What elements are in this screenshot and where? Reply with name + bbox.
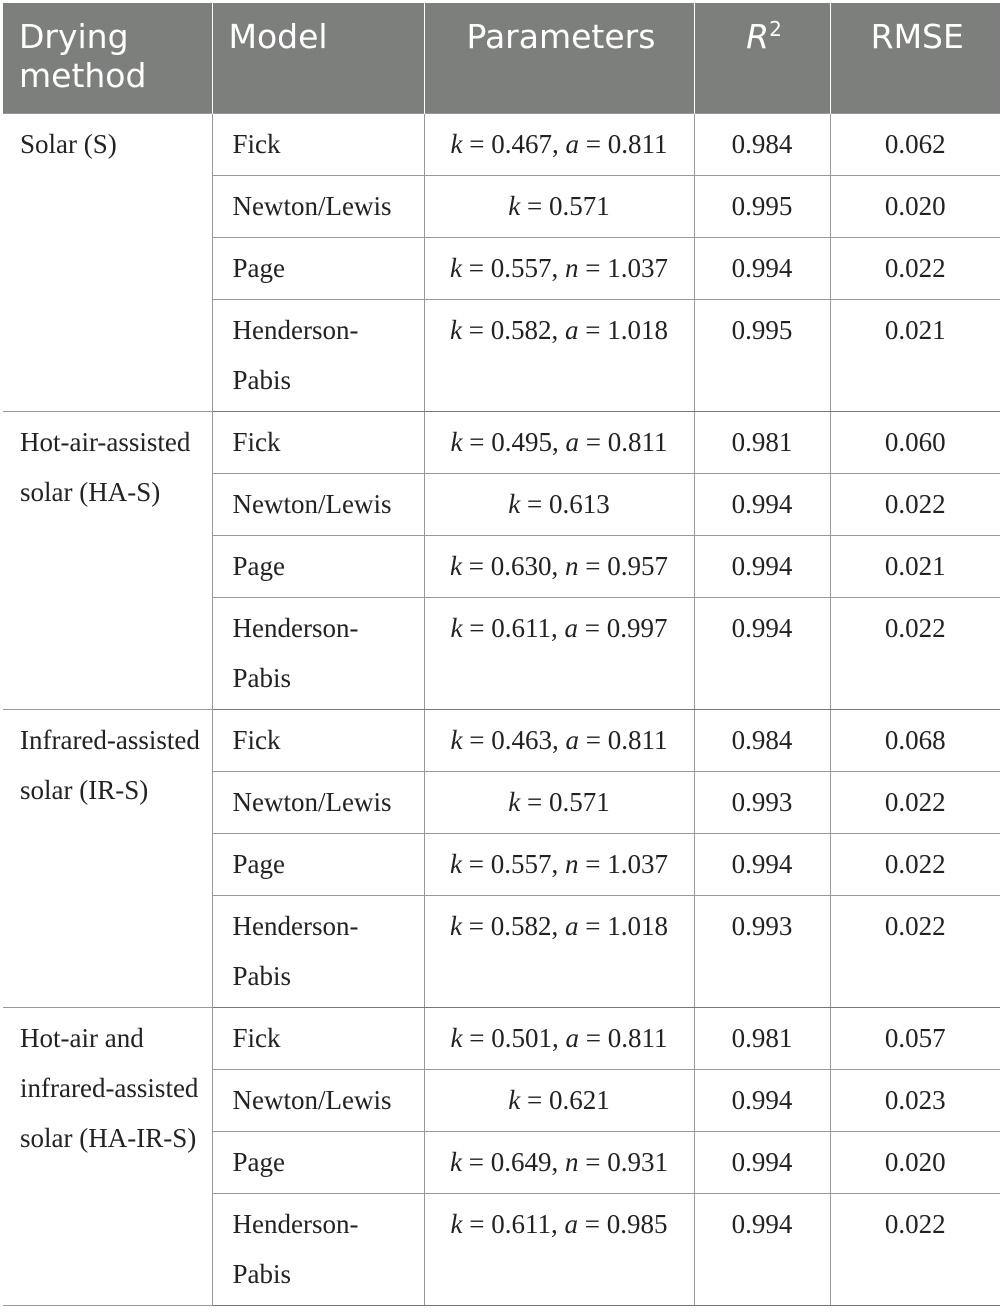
- param-1-value: = 0.557,: [462, 848, 565, 879]
- r2-cell: 0.994: [694, 535, 830, 597]
- parameters-cell: [424, 833, 694, 895]
- rmse-cell: 0.022: [830, 895, 1000, 1007]
- model-cell: Fick: [212, 1007, 424, 1069]
- param-1-value: = 0.571: [520, 786, 610, 817]
- parameters-cell: [424, 473, 694, 535]
- rmse-cell: 0.020: [830, 1131, 1000, 1193]
- param-2-value: = 1.018: [578, 910, 668, 941]
- r2-cell: 0.994: [694, 1193, 830, 1305]
- r2-cell: 0.984: [694, 709, 830, 771]
- param-1-value: = 0.501,: [462, 1022, 566, 1053]
- param-1-value: = 0.611,: [462, 612, 565, 643]
- header-drying-method: Drying method: [3, 3, 212, 113]
- model-cell: Newton/Lewis: [212, 1069, 424, 1131]
- param-1-symbol: k: [508, 1084, 521, 1115]
- model-cell: Henderson-Pabis: [212, 1193, 424, 1305]
- rmse-cell: 0.068: [830, 709, 1000, 771]
- header-r2-sup: 2: [769, 17, 782, 41]
- param-2-symbol: n: [564, 848, 579, 879]
- model-cell: Fick: [212, 113, 424, 175]
- model-cell: Page: [212, 237, 424, 299]
- param-1-value: = 0.467,: [462, 128, 566, 159]
- parameters-cell: [424, 535, 694, 597]
- param-1-value: = 0.557,: [462, 252, 565, 283]
- param-1-symbol: k: [508, 190, 521, 221]
- param-2-value: = 1.018: [578, 314, 668, 345]
- parameters-cell: [424, 175, 694, 237]
- param-2-value: = 0.985: [577, 1208, 668, 1239]
- header-rmse: RMSE: [830, 3, 1000, 113]
- drying-method-cell: Hot-air-assisted solar (HA-S): [3, 411, 212, 709]
- model-cell: Page: [212, 833, 424, 895]
- param-1-symbol: k: [450, 1022, 463, 1053]
- rmse-cell: 0.020: [830, 175, 1000, 237]
- param-1-value: = 0.611,: [462, 1208, 565, 1239]
- r2-cell: 0.981: [694, 411, 830, 473]
- rmse-cell: 0.021: [830, 299, 1000, 411]
- param-1-value: = 0.613: [520, 488, 610, 519]
- param-1-symbol: k: [450, 550, 462, 581]
- header-model: Model: [212, 3, 424, 113]
- param-1-symbol: k: [450, 1146, 462, 1177]
- rmse-cell: 0.023: [830, 1069, 1000, 1131]
- table-body: [3, 113, 1000, 1305]
- model-cell: Newton/Lewis: [212, 771, 424, 833]
- rmse-cell: 0.022: [830, 237, 1000, 299]
- param-1-symbol: k: [508, 786, 521, 817]
- param-1-symbol: k: [450, 910, 462, 941]
- param-2-symbol: a: [565, 1022, 579, 1053]
- drying-method-cell: Solar (S): [3, 113, 212, 411]
- header-r2-base: R: [746, 17, 770, 56]
- param-2-symbol: a: [564, 612, 578, 643]
- param-2-value: = 0.811: [578, 128, 668, 159]
- param-1-symbol: k: [508, 488, 521, 519]
- param-2-value: = 0.957: [578, 550, 668, 581]
- rmse-cell: 0.060: [830, 411, 1000, 473]
- header-parameters: Parameters: [424, 3, 694, 113]
- param-2-value: = 1.037: [578, 848, 668, 879]
- model-cell: Newton/Lewis: [212, 175, 424, 237]
- param-2-symbol: n: [564, 252, 579, 283]
- rmse-cell: 0.022: [830, 771, 1000, 833]
- parameters-cell: [424, 1193, 694, 1305]
- parameters-cell: [424, 113, 694, 175]
- param-1-symbol: k: [450, 314, 462, 345]
- param-2-symbol: a: [565, 724, 579, 755]
- param-1-value: = 0.571: [520, 190, 610, 221]
- r2-cell: 0.994: [694, 833, 830, 895]
- r2-cell: 0.995: [694, 175, 830, 237]
- r2-cell: 0.984: [694, 113, 830, 175]
- rmse-cell: 0.062: [830, 113, 1000, 175]
- rmse-cell: 0.022: [830, 597, 1000, 709]
- param-2-value: = 0.811: [578, 724, 668, 755]
- r2-cell: 0.995: [694, 299, 830, 411]
- parameters-cell: [424, 237, 694, 299]
- param-1-value: = 0.649,: [462, 1146, 565, 1177]
- r2-cell: 0.994: [694, 1069, 830, 1131]
- param-1-value: = 0.582,: [462, 314, 565, 345]
- rmse-cell: 0.022: [830, 833, 1000, 895]
- param-2-value: = 0.931: [578, 1146, 668, 1177]
- rmse-cell: 0.022: [830, 473, 1000, 535]
- drying-method-cell: Infrared-assisted solar (IR-S): [3, 709, 212, 1007]
- table-row: [3, 1007, 1000, 1069]
- param-2-symbol: a: [564, 314, 579, 345]
- param-2-value: = 0.811: [578, 426, 668, 457]
- model-cell: Page: [212, 535, 424, 597]
- param-2-symbol: a: [565, 128, 579, 159]
- model-cell: Henderson-Pabis: [212, 597, 424, 709]
- parameters-cell: [424, 1007, 694, 1069]
- r2-cell: 0.994: [694, 597, 830, 709]
- param-1-symbol: k: [450, 1208, 463, 1239]
- parameters-cell: [424, 1069, 694, 1131]
- param-2-symbol: n: [564, 1146, 579, 1177]
- param-2-symbol: n: [564, 550, 579, 581]
- param-1-value: = 0.582,: [462, 910, 565, 941]
- model-cell: Fick: [212, 709, 424, 771]
- param-2-value: = 1.037: [578, 252, 668, 283]
- parameters-cell: [424, 709, 694, 771]
- r2-cell: 0.993: [694, 895, 830, 1007]
- param-1-symbol: k: [450, 848, 462, 879]
- table-header: [3, 3, 1000, 113]
- model-cell: Henderson-Pabis: [212, 895, 424, 1007]
- param-1-symbol: k: [450, 252, 462, 283]
- model-cell: Page: [212, 1131, 424, 1193]
- r2-cell: 0.994: [694, 237, 830, 299]
- table-row: [3, 709, 1000, 771]
- parameters-cell: [424, 895, 694, 1007]
- rmse-cell: 0.057: [830, 1007, 1000, 1069]
- param-1-value: = 0.630,: [462, 550, 565, 581]
- r2-cell: 0.994: [694, 473, 830, 535]
- table-row: [3, 113, 1000, 175]
- drying-models-table: [3, 3, 1000, 1306]
- param-2-symbol: a: [564, 1208, 578, 1239]
- param-1-symbol: k: [450, 128, 463, 159]
- rmse-cell: 0.021: [830, 535, 1000, 597]
- r2-cell: 0.994: [694, 1131, 830, 1193]
- header-r2: [694, 3, 830, 113]
- table-row: [3, 411, 1000, 473]
- r2-cell: 0.981: [694, 1007, 830, 1069]
- param-2-value: = 0.811: [578, 1022, 668, 1053]
- model-cell: Fick: [212, 411, 424, 473]
- parameters-cell: [424, 299, 694, 411]
- param-1-value: = 0.495,: [462, 426, 566, 457]
- param-2-symbol: a: [565, 426, 579, 457]
- model-cell: Henderson-Pabis: [212, 299, 424, 411]
- parameters-cell: [424, 771, 694, 833]
- rmse-cell: 0.022: [830, 1193, 1000, 1305]
- parameters-cell: [424, 411, 694, 473]
- model-cell: Newton/Lewis: [212, 473, 424, 535]
- param-2-symbol: a: [564, 910, 579, 941]
- drying-method-cell: Hot-air and infrared-assisted solar (HA-IR-S): [3, 1007, 212, 1305]
- param-1-symbol: k: [450, 724, 463, 755]
- param-1-value: = 0.621: [520, 1084, 610, 1115]
- param-1-symbol: k: [450, 612, 463, 643]
- param-2-value: = 0.997: [577, 612, 668, 643]
- parameters-cell: [424, 597, 694, 709]
- param-1-value: = 0.463,: [462, 724, 566, 755]
- param-1-symbol: k: [450, 426, 463, 457]
- parameters-cell: [424, 1131, 694, 1193]
- r2-cell: 0.993: [694, 771, 830, 833]
